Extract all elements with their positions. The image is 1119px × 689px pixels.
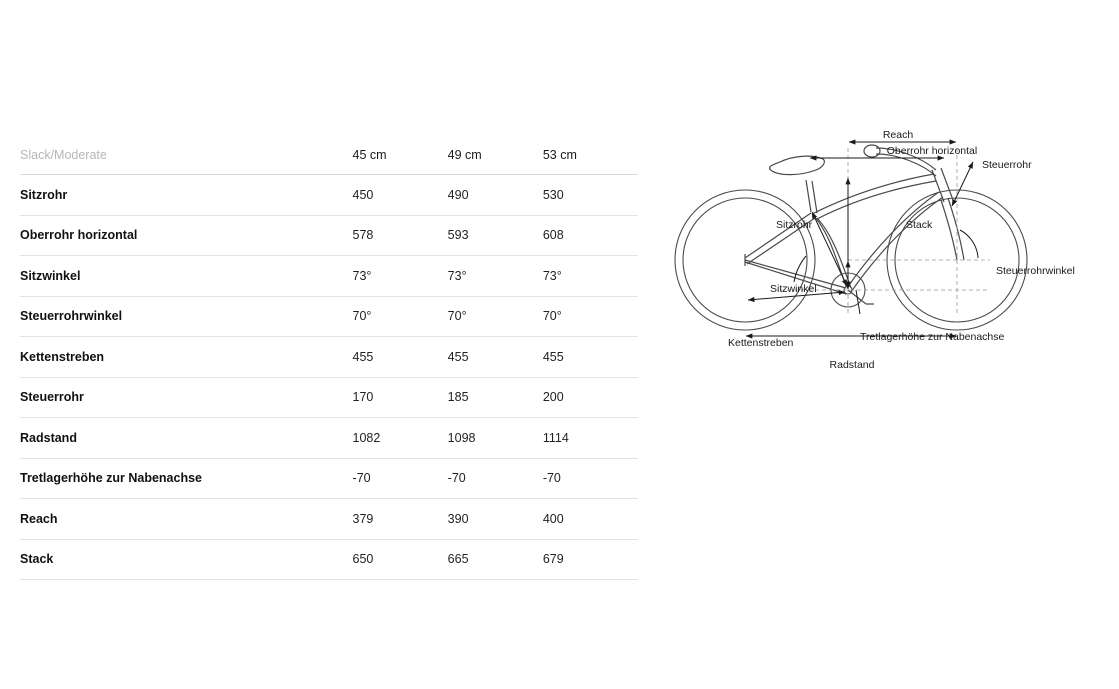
row-value: 650 xyxy=(353,539,448,580)
label-sitzwinkel: Sitzwinkel xyxy=(770,283,817,295)
row-value: 70° xyxy=(543,296,638,337)
bicycle-geometry-diagram xyxy=(660,118,1100,398)
column-header-category: Slack/Moderate xyxy=(20,136,353,175)
row-value: 1082 xyxy=(353,418,448,459)
row-label: Reach xyxy=(20,499,353,540)
table-header-row xyxy=(20,136,638,175)
label-kettenstreben: Kettenstreben xyxy=(728,337,794,349)
row-value: 1098 xyxy=(448,418,543,459)
row-label: Sitzwinkel xyxy=(20,256,353,297)
row-value: 1114 xyxy=(543,418,638,459)
row-value: 70° xyxy=(448,296,543,337)
row-value: 593 xyxy=(448,215,543,256)
table-row xyxy=(20,337,638,378)
arrow-sitzrohr xyxy=(812,212,847,286)
column-header-size-2: 49 cm xyxy=(448,136,543,175)
row-value: 379 xyxy=(353,499,448,540)
row-label: Stack xyxy=(20,539,353,580)
row-value: 73° xyxy=(448,256,543,297)
row-value: 73° xyxy=(353,256,448,297)
row-label: Radstand xyxy=(20,418,353,459)
row-value: 455 xyxy=(543,337,638,378)
row-value: 400 xyxy=(543,499,638,540)
row-value: 200 xyxy=(543,377,638,418)
row-value: 608 xyxy=(543,215,638,256)
row-value: 185 xyxy=(448,377,543,418)
row-value: 665 xyxy=(448,539,543,580)
row-value: 390 xyxy=(448,499,543,540)
table-header xyxy=(20,136,638,175)
column-header-size-3: 53 cm xyxy=(543,136,638,175)
label-tretlager: Tretlagerhöhe zur Nabenachse xyxy=(860,331,1005,343)
row-value: 530 xyxy=(543,175,638,216)
row-value: -70 xyxy=(353,458,448,499)
dimension-labels xyxy=(728,129,1075,371)
table-row xyxy=(20,296,638,337)
column-header-size-1: 45 cm xyxy=(353,136,448,175)
label-steuerrohr: Steuerrohr xyxy=(982,159,1032,171)
row-value: -70 xyxy=(448,458,543,499)
table-row xyxy=(20,256,638,297)
geometry-table xyxy=(20,136,638,580)
row-value: -70 xyxy=(543,458,638,499)
row-value: 679 xyxy=(543,539,638,580)
row-value: 490 xyxy=(448,175,543,216)
table-row xyxy=(20,215,638,256)
table-row xyxy=(20,458,638,499)
row-label: Kettenstreben xyxy=(20,337,353,378)
row-label: Steuerrohrwinkel xyxy=(20,296,353,337)
table-row xyxy=(20,418,638,459)
row-value: 73° xyxy=(543,256,638,297)
label-radstand: Radstand xyxy=(829,359,875,371)
row-value: 450 xyxy=(353,175,448,216)
row-value: 455 xyxy=(448,337,543,378)
row-value: 70° xyxy=(353,296,448,337)
table-body xyxy=(20,175,638,580)
row-value: 455 xyxy=(353,337,448,378)
table-row xyxy=(20,499,638,540)
row-label: Tretlagerhöhe zur Nabenachse xyxy=(20,458,353,499)
row-label: Oberrohr horizontal xyxy=(20,215,353,256)
row-label: Sitzrohr xyxy=(20,175,353,216)
label-sitzrohr: Sitzrohr xyxy=(776,219,813,231)
dimension-arrows xyxy=(746,142,978,336)
row-label: Steuerrohr xyxy=(20,377,353,418)
label-reach: Reach xyxy=(882,129,914,141)
label-steuerrohrwinkel: Steuerrohrwinkel xyxy=(996,265,1075,277)
row-value: 170 xyxy=(353,377,448,418)
geometry-table-container xyxy=(20,136,638,580)
table-row xyxy=(20,539,638,580)
table-row xyxy=(20,377,638,418)
row-value: 578 xyxy=(353,215,448,256)
label-stack: Stack xyxy=(906,219,933,231)
label-oberrohr: Oberrohr horizontal xyxy=(886,145,978,157)
table-row xyxy=(20,175,638,216)
